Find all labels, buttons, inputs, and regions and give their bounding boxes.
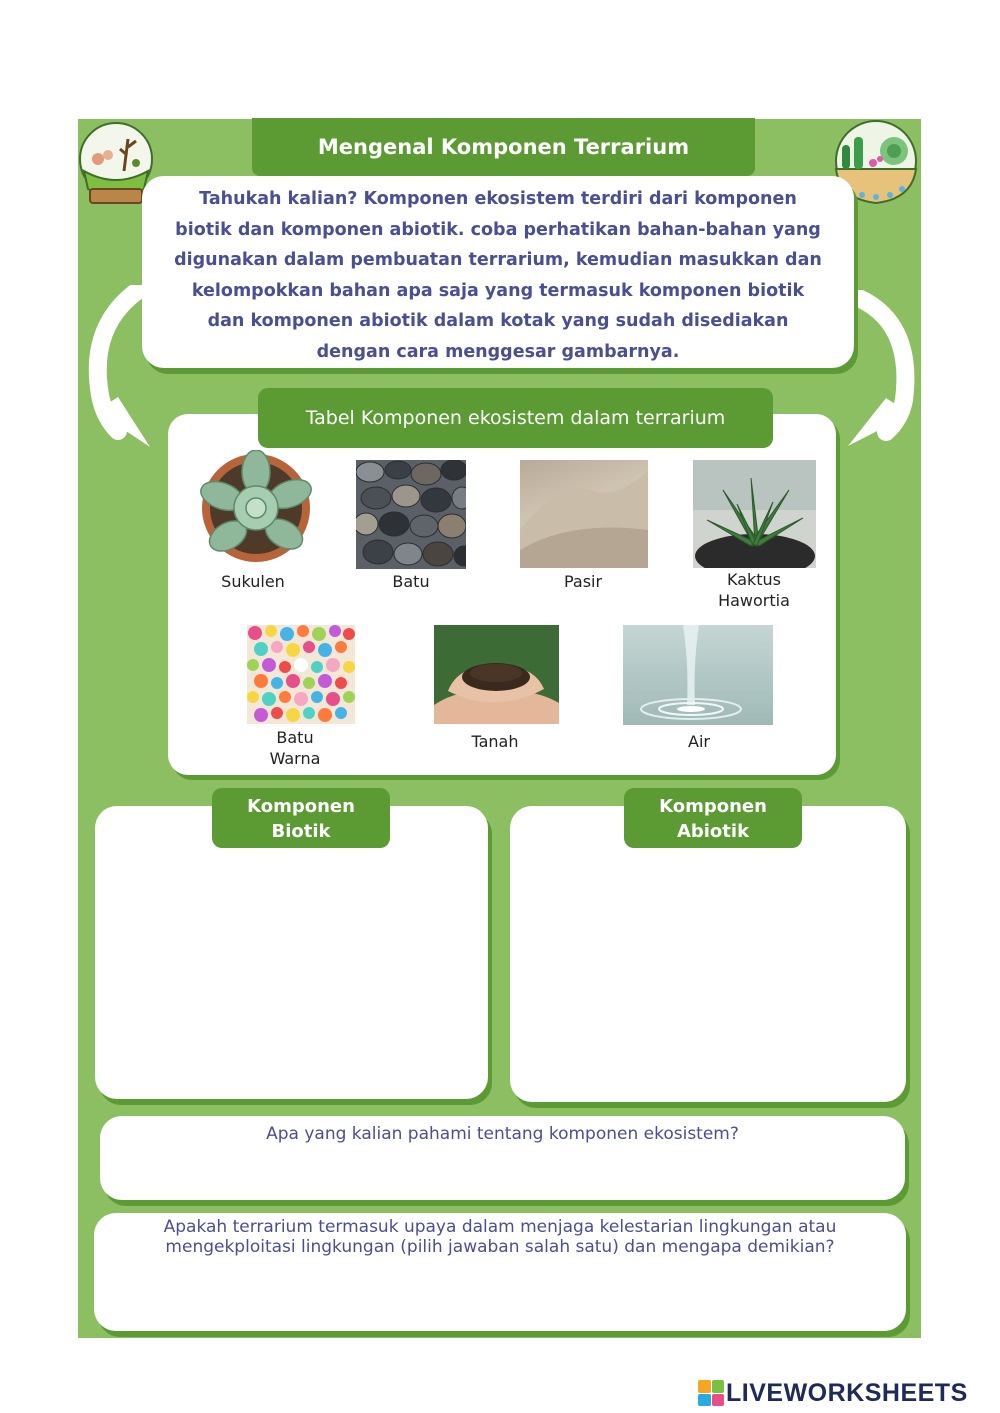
- item-label-kaktus-hawortia: [699, 569, 809, 611]
- page-title: Mengenal Komponen Terrarium: [252, 118, 755, 176]
- draggable-batu[interactable]: [356, 460, 466, 569]
- table-title: Tabel Komponen ekosistem dalam terrarium: [258, 388, 773, 448]
- water-icon: [623, 625, 773, 725]
- answer-2-input[interactable]: [114, 1265, 888, 1325]
- question-2-box: [94, 1213, 906, 1331]
- item-label-batu-warna: [240, 727, 350, 769]
- soil-hands-icon: [434, 625, 559, 724]
- item-label-batu: Batu: [392, 572, 430, 591]
- intro-line: biotik dan komponen abiotik. coba perhatikan bahan-bahan yang: [175, 219, 821, 240]
- item-label-pasir: Pasir: [563, 572, 603, 591]
- succulent-icon: [198, 450, 318, 562]
- stones-icon: [356, 460, 466, 569]
- intro-line: dan komponen abiotik dalam kotak yang sudah disediakan: [207, 311, 789, 331]
- liveworksheets-brand: LIVEWORKSHEETS: [726, 1378, 968, 1407]
- draggable-tanah[interactable]: [434, 625, 559, 724]
- item-label-air: Air: [688, 732, 710, 751]
- intro-text-box: [142, 176, 854, 368]
- draggable-kaktus-hawortia[interactable]: [693, 460, 816, 568]
- drop-zone-abiotik[interactable]: [510, 806, 906, 1102]
- colored-stones-icon: [247, 625, 355, 724]
- draggable-batu-warna[interactable]: [247, 625, 355, 724]
- draggable-air[interactable]: [623, 625, 773, 725]
- answer-1-input[interactable]: [120, 1150, 884, 1194]
- question-2-text: Apakah terrarium termasuk upaya dalam menjaga kelestarian lingkungan atau mengekploitasi lingkungan (pilih jawaban salah satu) dan mengapa demikian?: [163, 1217, 837, 1257]
- liveworksheets-logo-icon: [698, 1380, 724, 1406]
- item-label-line: Hawortia: [718, 591, 790, 610]
- question-1-text: Apa yang kalian pahami tentang komponen ekosistem?: [266, 1124, 739, 1144]
- liveworksheets-logo[interactable]: [698, 1378, 968, 1408]
- drop-zone-biotik-label: Komponen Biotik: [212, 788, 390, 848]
- drop-zone-abiotik-label: Komponen Abiotik: [624, 788, 802, 848]
- intro-line: kelompokkan bahan apa saja yang termasuk komponen biotik: [191, 280, 805, 301]
- item-label-tanah: Tanah: [471, 732, 519, 751]
- question-1-box: [100, 1116, 905, 1200]
- draggable-pasir[interactable]: [520, 460, 648, 568]
- item-label-line: Warna: [269, 749, 321, 768]
- intro-line: dengan cara menggesar gambarnya.: [316, 341, 680, 362]
- intro-line: digunakan dalam pembuatan terrarium, kemudian masukkan dan: [174, 250, 822, 270]
- haworthia-icon: [693, 460, 816, 568]
- sand-icon: [520, 460, 648, 568]
- drop-zone-biotik[interactable]: [95, 806, 488, 1099]
- intro-line: Tahukah kalian? Komponen ekosistem terdiri dari komponen: [199, 189, 797, 209]
- draggable-sukulen[interactable]: [198, 450, 318, 562]
- item-label-sukulen: Sukulen: [221, 572, 285, 591]
- item-label-line: Kaktus: [726, 570, 782, 589]
- item-label-line: Batu: [276, 728, 314, 747]
